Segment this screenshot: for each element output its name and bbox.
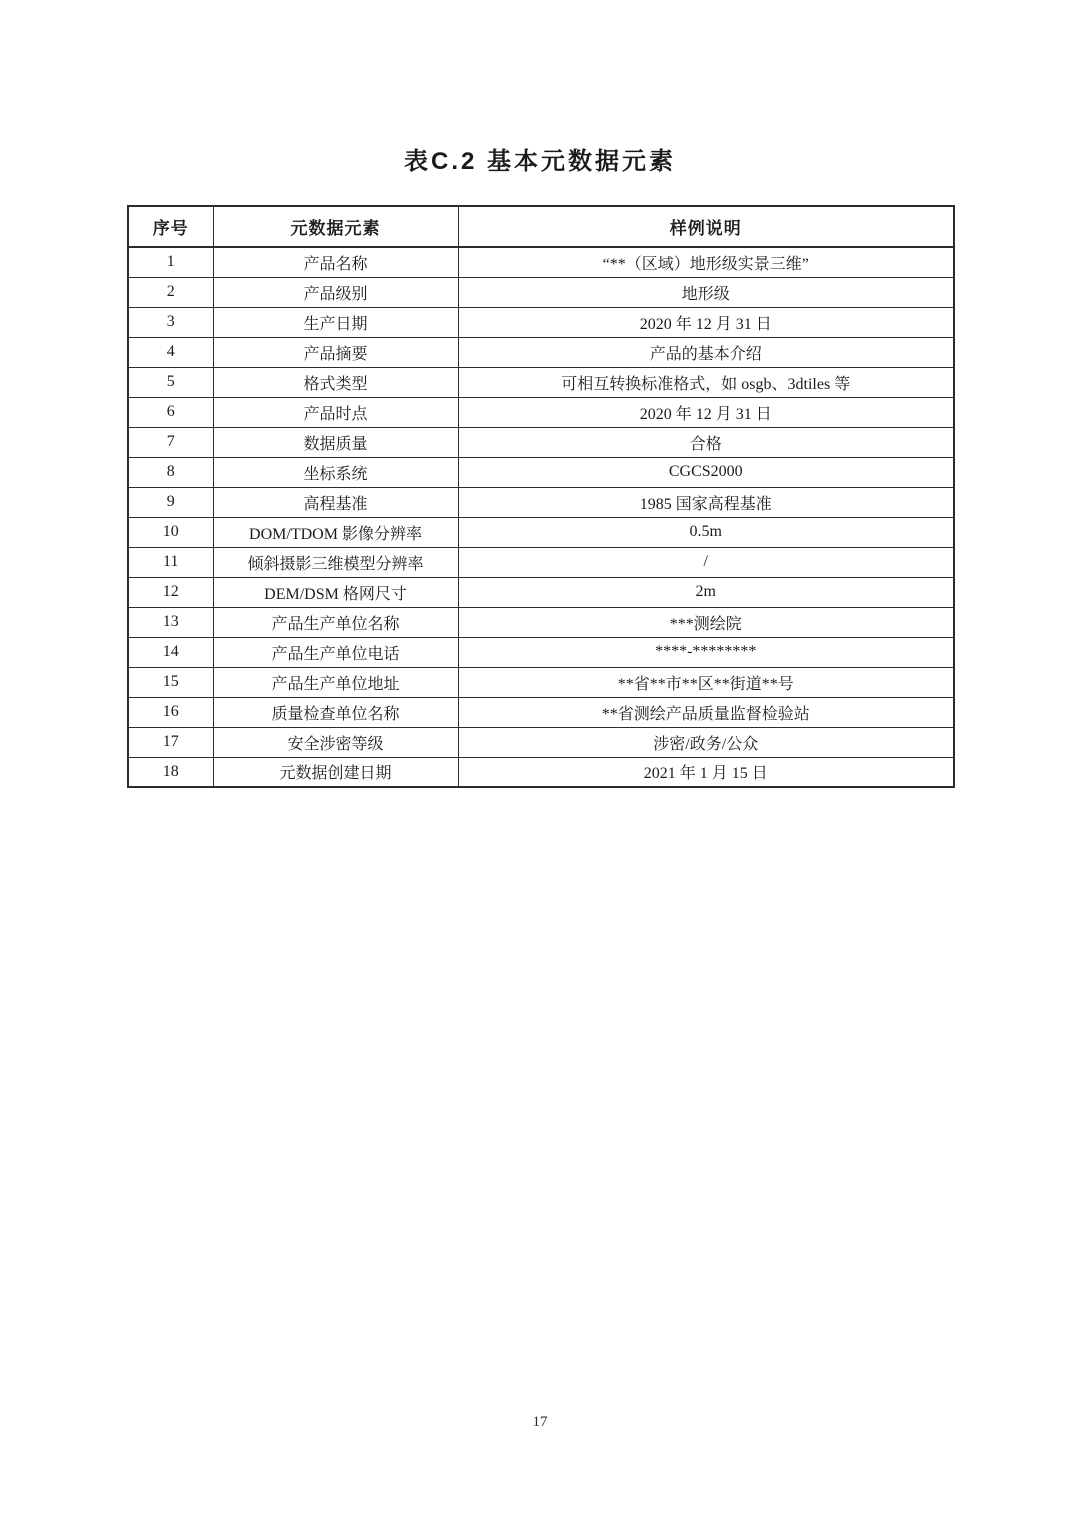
- row-number-cell: 1: [128, 247, 213, 277]
- table-row: [128, 517, 954, 547]
- table-row: [128, 457, 954, 487]
- header-cell-sample: 样例说明: [458, 206, 954, 247]
- table-row: [128, 367, 954, 397]
- row-number-cell: 14: [128, 637, 213, 667]
- sample-value-cell: ***测绘院: [458, 607, 954, 637]
- row-number-cell: 13: [128, 607, 213, 637]
- row-number-cell: 11: [128, 547, 213, 577]
- metadata-element-cell: 产品摘要: [213, 337, 458, 367]
- sample-value-cell: 2m: [458, 577, 954, 607]
- metadata-element-cell: 产品生产单位地址: [213, 667, 458, 697]
- sample-value-cell: 2021 年 1 月 15 日: [458, 757, 954, 787]
- sample-value-cell: 合格: [458, 427, 954, 457]
- table-row: [128, 247, 954, 277]
- header-cell-number: 序号: [128, 206, 213, 247]
- table-row: [128, 757, 954, 787]
- metadata-element-cell: 倾斜摄影三维模型分辨率: [213, 547, 458, 577]
- metadata-element-cell: 产品级别: [213, 277, 458, 307]
- row-number-cell: 5: [128, 367, 213, 397]
- sample-value-cell: 涉密/政务/公众: [458, 727, 954, 757]
- row-number-cell: 8: [128, 457, 213, 487]
- metadata-element-cell: 数据质量: [213, 427, 458, 457]
- row-number-cell: 10: [128, 517, 213, 547]
- table-row: [128, 427, 954, 457]
- sample-value-cell: “**（区域）地形级实景三维”: [458, 247, 954, 277]
- table-row: [128, 667, 954, 697]
- metadata-element-cell: DOM/TDOM 影像分辨率: [213, 517, 458, 547]
- row-number-cell: 12: [128, 577, 213, 607]
- sample-value-cell: 2020 年 12 月 31 日: [458, 307, 954, 337]
- metadata-table: [127, 205, 955, 788]
- metadata-element-cell: 产品名称: [213, 247, 458, 277]
- table-row: [128, 727, 954, 757]
- row-number-cell: 17: [128, 727, 213, 757]
- metadata-element-cell: 产品生产单位电话: [213, 637, 458, 667]
- sample-value-cell: **省测绘产品质量监督检验站: [458, 697, 954, 727]
- sample-value-cell: CGCS2000: [458, 457, 954, 487]
- sample-value-cell: /: [458, 547, 954, 577]
- table-row: [128, 577, 954, 607]
- metadata-element-cell: DEM/DSM 格网尺寸: [213, 577, 458, 607]
- table-row: [128, 637, 954, 667]
- row-number-cell: 3: [128, 307, 213, 337]
- row-number-cell: 4: [128, 337, 213, 367]
- row-number-cell: 9: [128, 487, 213, 517]
- row-number-cell: 2: [128, 277, 213, 307]
- table-row: [128, 277, 954, 307]
- header-row: [128, 206, 954, 247]
- row-number-cell: 7: [128, 427, 213, 457]
- metadata-element-cell: 格式类型: [213, 367, 458, 397]
- metadata-element-cell: 安全涉密等级: [213, 727, 458, 757]
- sample-value-cell: 0.5m: [458, 517, 954, 547]
- metadata-element-cell: 生产日期: [213, 307, 458, 337]
- table-row: [128, 607, 954, 637]
- table-body: [128, 247, 954, 787]
- sample-value-cell: 地形级: [458, 277, 954, 307]
- page-number: 17: [532, 1414, 548, 1430]
- table-header: [128, 206, 954, 247]
- metadata-element-cell: 产品时点: [213, 397, 458, 427]
- table-caption: 表C.2 基本元数据元素: [403, 148, 676, 175]
- table-row: [128, 397, 954, 427]
- sample-value-cell: 1985 国家高程基准: [458, 487, 954, 517]
- row-number-cell: 18: [128, 757, 213, 787]
- sample-value-cell: ****-********: [458, 637, 954, 667]
- table-row: [128, 337, 954, 367]
- metadata-element-cell: 元数据创建日期: [213, 757, 458, 787]
- row-number-cell: 16: [128, 697, 213, 727]
- row-number-cell: 6: [128, 397, 213, 427]
- metadata-element-cell: 高程基准: [213, 487, 458, 517]
- metadata-element-cell: 坐标系统: [213, 457, 458, 487]
- sample-value-cell: 可相互转换标准格式，如 osgb、3dtiles 等: [458, 367, 954, 397]
- row-number-cell: 15: [128, 667, 213, 697]
- table-row: [128, 487, 954, 517]
- table-row: [128, 307, 954, 337]
- sample-value-cell: **省**市**区**街道**号: [458, 667, 954, 697]
- table-row: [128, 547, 954, 577]
- metadata-element-cell: 产品生产单位名称: [213, 607, 458, 637]
- metadata-element-cell: 质量检查单位名称: [213, 697, 458, 727]
- header-cell-element: 元数据元素: [213, 206, 458, 247]
- table-row: [128, 697, 954, 727]
- sample-value-cell: 2020 年 12 月 31 日: [458, 397, 954, 427]
- sample-value-cell: 产品的基本介绍: [458, 337, 954, 367]
